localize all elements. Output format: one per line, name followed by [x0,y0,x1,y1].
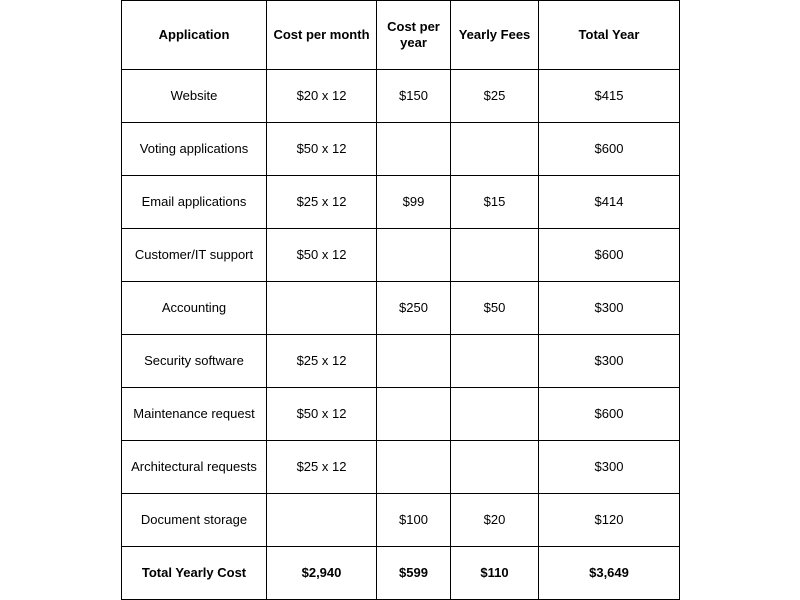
cell-cost-per-year [377,388,451,441]
cell-application: Customer/IT support [122,229,267,282]
table-row [122,282,680,335]
header-cost-per-month: Cost per month [267,1,377,70]
cell-cost-per-month: $20 x 12 [267,70,377,123]
cell-total-year: $600 [539,123,680,176]
header-total-year: Total Year [539,1,680,70]
header-row [122,1,680,70]
table-footer [122,547,680,600]
cell-cost-per-month: $50 x 12 [267,123,377,176]
cell-yearly-fees [451,229,539,282]
cell-yearly-fees [451,335,539,388]
totals-cost-per-year: $599 [377,547,451,600]
cell-cost-per-year: $250 [377,282,451,335]
table-row [122,388,680,441]
cell-yearly-fees [451,123,539,176]
header-cost-per-year: Cost per year [377,1,451,70]
table-header [122,1,680,70]
totals-yearly-fees: $110 [451,547,539,600]
cell-application: Accounting [122,282,267,335]
cell-application: Security software [122,335,267,388]
table-row [122,176,680,229]
cell-cost-per-year: $150 [377,70,451,123]
cell-application: Website [122,70,267,123]
cell-cost-per-month: $25 x 12 [267,335,377,388]
cost-table [121,0,680,600]
cell-cost-per-year: $99 [377,176,451,229]
cell-total-year: $414 [539,176,680,229]
cell-yearly-fees: $25 [451,70,539,123]
cell-total-year: $600 [539,229,680,282]
cell-application: Voting applications [122,123,267,176]
table-row [122,229,680,282]
cell-total-year: $415 [539,70,680,123]
cell-cost-per-month [267,494,377,547]
totals-cost-per-month: $2,940 [267,547,377,600]
cell-cost-per-year [377,123,451,176]
table-row [122,441,680,494]
header-yearly-fees: Yearly Fees [451,1,539,70]
cell-yearly-fees [451,441,539,494]
cell-application: Document storage [122,494,267,547]
cell-total-year: $300 [539,282,680,335]
cell-cost-per-year: $100 [377,494,451,547]
cell-cost-per-month: $25 x 12 [267,441,377,494]
cell-yearly-fees: $50 [451,282,539,335]
cell-yearly-fees: $20 [451,494,539,547]
table-row [122,494,680,547]
totals-label: Total Yearly Cost [122,547,267,600]
cell-cost-per-year [377,229,451,282]
cell-application: Email applications [122,176,267,229]
table-row [122,335,680,388]
table-row [122,123,680,176]
cell-total-year: $300 [539,441,680,494]
cell-total-year: $600 [539,388,680,441]
cell-cost-per-month [267,282,377,335]
cell-yearly-fees: $15 [451,176,539,229]
cell-total-year: $120 [539,494,680,547]
cell-cost-per-month: $50 x 12 [267,388,377,441]
table-body [122,70,680,547]
cell-application: Architectural requests [122,441,267,494]
totals-row [122,547,680,600]
cell-yearly-fees [451,388,539,441]
totals-total-year: $3,649 [539,547,680,600]
cell-cost-per-month: $50 x 12 [267,229,377,282]
cell-application: Maintenance request [122,388,267,441]
cell-cost-per-year [377,335,451,388]
table-row [122,70,680,123]
cell-cost-per-year [377,441,451,494]
cell-cost-per-month: $25 x 12 [267,176,377,229]
cell-total-year: $300 [539,335,680,388]
header-application: Application [122,1,267,70]
